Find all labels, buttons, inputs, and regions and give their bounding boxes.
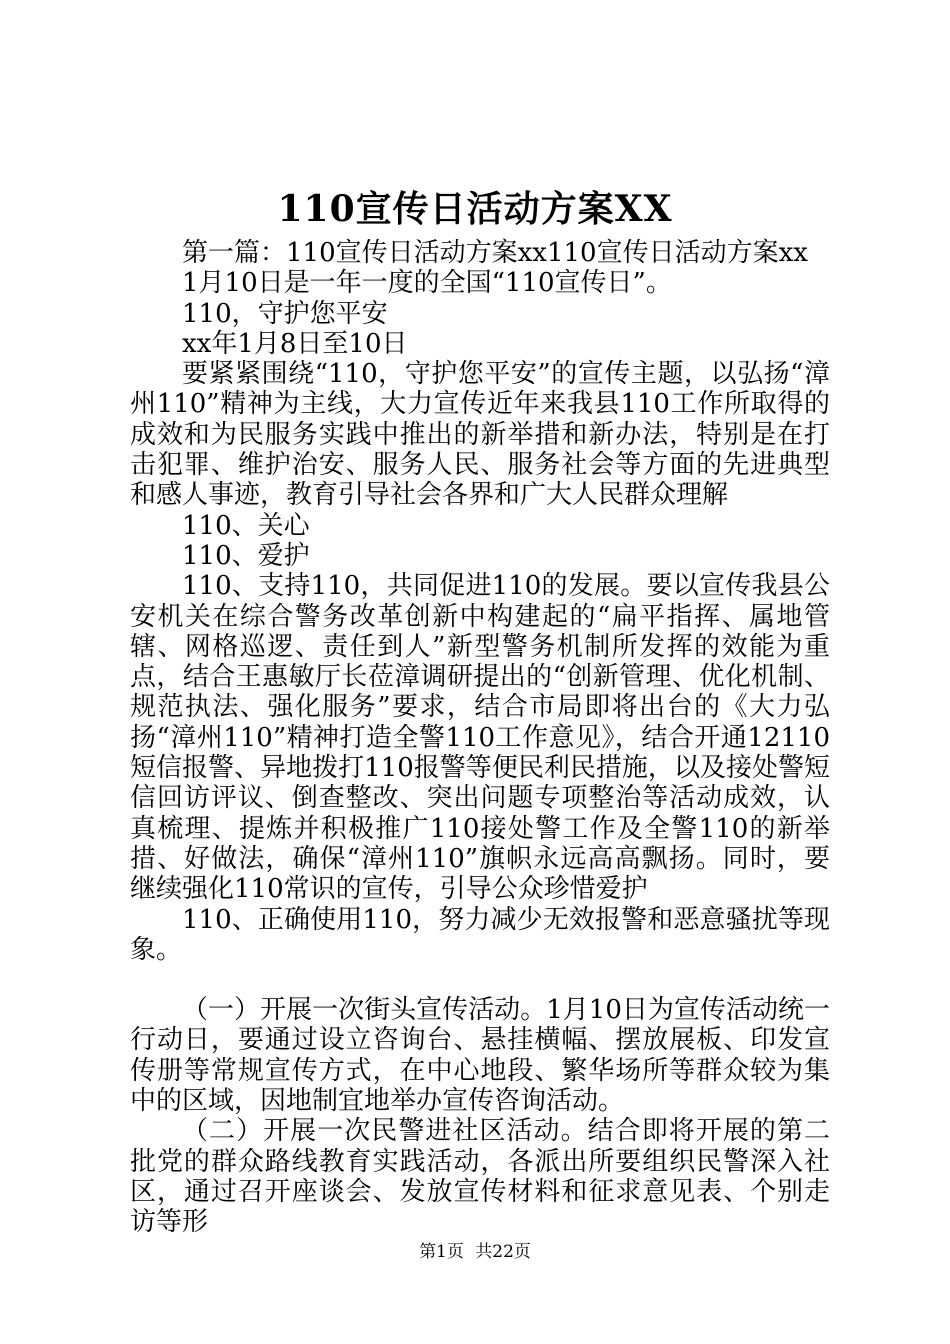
page-number: 第1页 bbox=[419, 1242, 464, 1262]
paragraph: 110、爱护 bbox=[182, 540, 310, 571]
document-title: 110宣传日活动方案XX bbox=[277, 188, 673, 230]
page-footer bbox=[0, 1241, 950, 1263]
page-total: 共22页 bbox=[475, 1242, 531, 1262]
paragraph: 要紧紧围绕“110，守护您平安”的宣传主题，以弘扬“漳州110”精神为主线，大力宣传近年来我县110工作所取得的成效和为民服务实践中推出的新举措和新办法，特别是在打击犯罪、维护治安、服务人民、服务社会等方面的先进典型和感人事迹，教育引导社会各界和广大人民群众理解 bbox=[130, 359, 830, 511]
paragraph: 110、关心 bbox=[182, 510, 310, 541]
paragraph: 110、正确使用110，努力减少无效报警和恶意骚扰等现象。 bbox=[130, 904, 830, 965]
paragraph: xx年1月8日至10日 bbox=[182, 328, 408, 359]
paragraph: 第一篇：110宣传日活动方案xx110宣传日活动方案xx bbox=[182, 238, 808, 268]
paragraph: 110、支持110，共同促进110的发展。要以宣传我县公安机关在综合警务改革创新中构建起的“扁平指挥、属地管辖、网格巡逻、责任到人”新型警务机制所发挥的效能为重点，结合王惠敏厅长莅漳调研提出的“创新管理、优化机制、规范执法、强化服务”要求，结合市局即将出台的《大力弘扬“漳州110”精神打造全警110工作意见》，结合开通12110短信报警、异地拨打110报警等便民利民措施，以及接处警短信回访评议、倒查整改、突出问题专项整治等活动成效，认真梳理、提炼并积极推广110接处警工作及全警110的新举措、好做法，确保“漳州110”旗帜永远高高飘扬。同时，要继续强化110常识的宣传，引导公众珍惜爱护 bbox=[130, 571, 830, 905]
paragraph: （一）开展一次街头宣传活动。1月10日为宣传活动统一行动日，要通过设立咨询台、悬挂横幅、摆放展板、印发宣传册等常规宣传方式，在中心地段、繁华场所等群众较为集中的区域，因地制宜地举办宣传咨询活动。 bbox=[130, 995, 830, 1117]
document-body bbox=[130, 238, 830, 1238]
paragraph: 110，守护您平安 bbox=[182, 298, 388, 329]
paragraph: 1月10日是一年一度的全国“110宣传日”。 bbox=[182, 268, 672, 299]
paragraph: （二）开展一次民警进社区活动。结合即将开展的第二批党的群众路线教育实践活动，各派出所要组织民警深入社区，通过召开座谈会、发放宣传材料和征求意见表、个别走访等形 bbox=[130, 1116, 830, 1238]
